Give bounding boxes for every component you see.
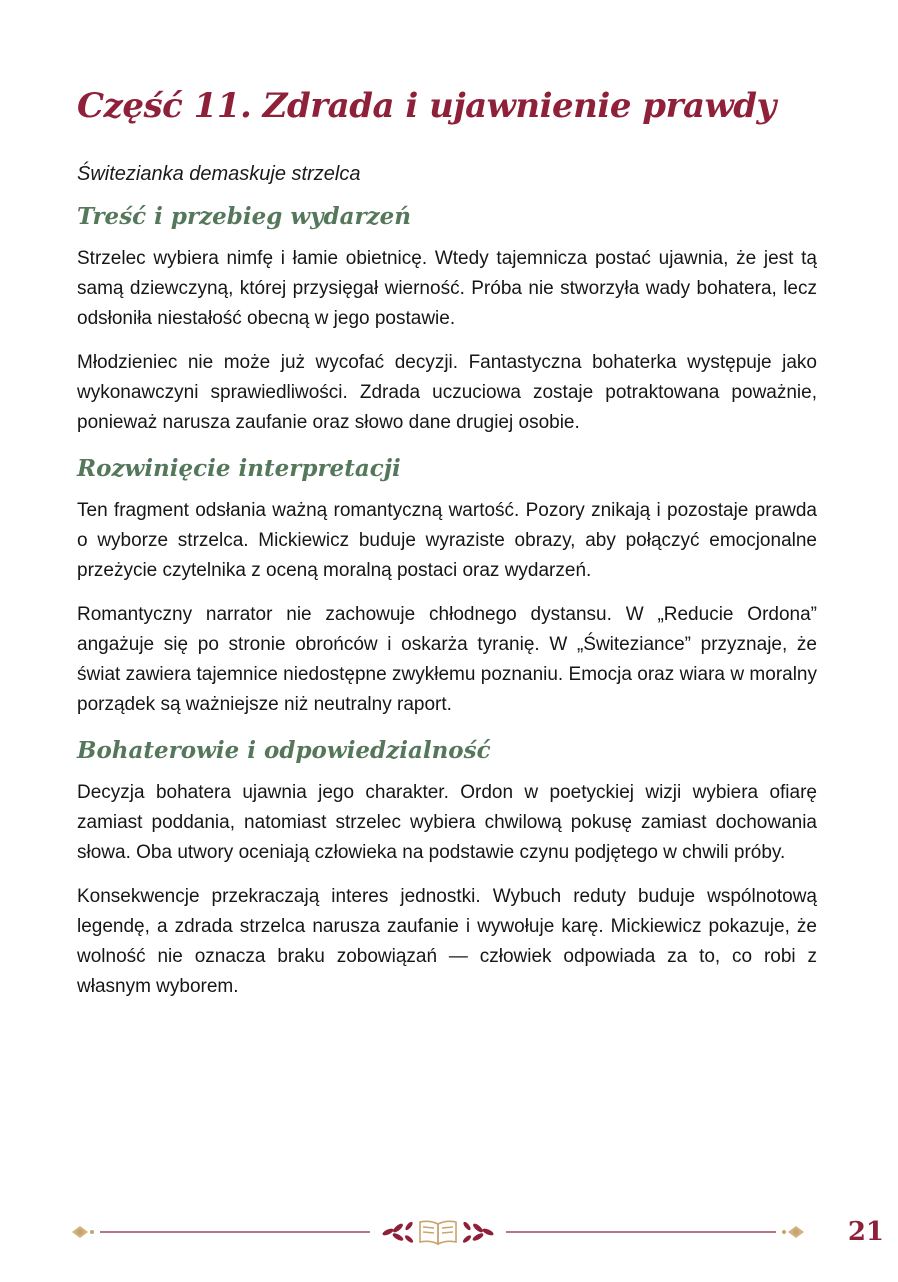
page-number: 21 <box>847 1217 884 1247</box>
left-flourish-icon <box>72 1226 94 1238</box>
laurel-right-icon <box>462 1221 495 1244</box>
page-content <box>77 80 817 1016</box>
section-heading: Treść i przebieg wydarzeń <box>77 203 412 230</box>
paragraph: Konsekwencje przekraczają interes jednostki. Wybuch reduty buduje wspólnotową legendę, a zdrada strzelca narusza zaufanie i wywołuje karę. Mickiewicz pokazuje, że wolność nie oznacza braku zobowiązań — człowiek odpowiada za to, co robi z własnym wyborem. <box>77 886 817 997</box>
paragraph: Ten fragment odsłania ważną romantyczną wartość. Pozory znikają i pozostaje prawda o wyborze strzelca. Mickiewicz buduje wyraziste obrazy, aby połączyć emocjonalne przeżycie czytelnika z oceną moralną postaci oraz wydarzeń. <box>77 500 817 581</box>
right-flourish-icon <box>782 1226 804 1238</box>
paragraph: Strzelec wybiera nimfę i łamie obietnicę. Wtedy tajemnicza postać ujawnia, że jest tą samą dziewczyną, której przysięgał wierność. Próba nie stworzyła wady bohatera, lecz odsłoniła niestałość obecną w jego postawie. <box>77 248 817 329</box>
section-heading: Bohaterowie i odpowiedzialność <box>77 737 491 764</box>
paragraph: Romantyczny narrator nie zachowuje chłodnego dystansu. W „Reducie Ordona” angażuje się po stronie obrońców i oskarża tyranię. W „Świteziance” przyznaje, że świat zawiera tajemnice niedostępne zwykłemu poznaniu. Emocja oraz wiara w moralny porządek są ważniejsze niż neutralny raport. <box>77 604 817 715</box>
footer-ornament <box>68 1212 808 1252</box>
paragraph: Decyzja bohatera ujawnia jego charakter. Ordon w poetyckiej wizji wybiera ofiarę zamiast poddania, natomiast strzelec wybiera chwilową pokusę zamiast dochowania słowa. Oba utwory oceniają człowieka na podstawie czynu podjętego w chwili próby. <box>77 782 817 863</box>
section-interpretacja <box>77 452 817 720</box>
laurel-left-icon <box>382 1221 415 1244</box>
section-tresc <box>77 200 817 438</box>
section-bohaterowie <box>77 734 817 1002</box>
open-book-icon <box>420 1221 456 1244</box>
page-title: Część 11. Zdrada i ujawnienie prawdy <box>77 86 776 126</box>
section-heading: Rozwinięcie interpretacji <box>77 455 401 482</box>
paragraph: Młodzieniec nie może już wycofać decyzji. Fantastyczna bohaterka występuje jako wykonawczyni sprawiedliwości. Zdrada uczuciowa zostaje potraktowana poważnie, ponieważ narusza zaufanie oraz słowo dane drugiej osobie. <box>77 352 817 433</box>
page-subtitle: Świtezianka demaskuje strzelca <box>77 163 361 185</box>
